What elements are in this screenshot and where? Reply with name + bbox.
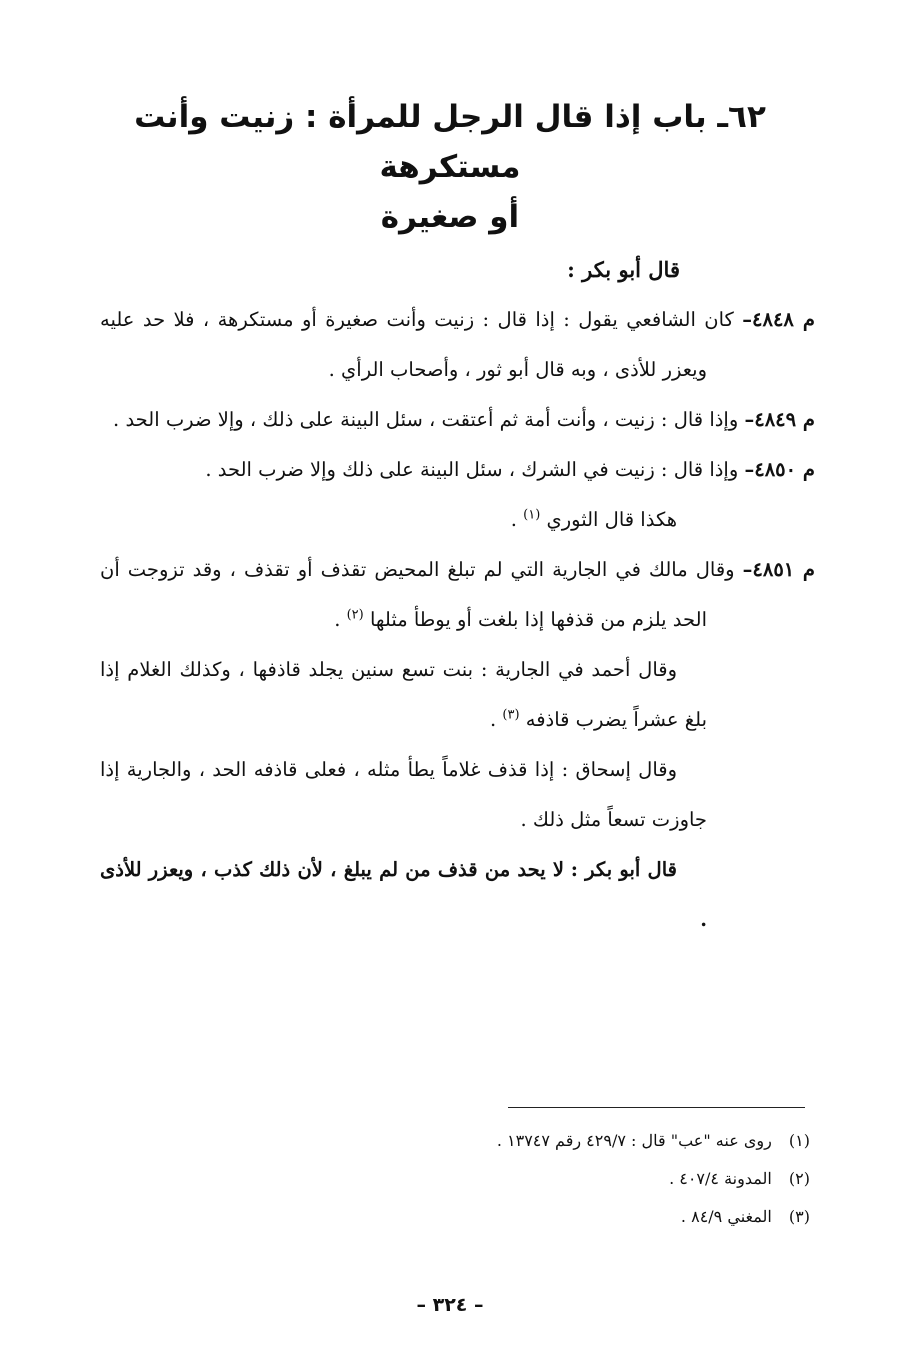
page-number: – ٣٢٤ – [416, 1294, 484, 1316]
footnote-text: المدونة ٤٠٧/٤ . [669, 1169, 772, 1188]
footnotes [150, 1122, 810, 1236]
footnote-2 [150, 1160, 810, 1198]
chapter-title-line-2: أو صغيرة [380, 199, 520, 235]
entry-number: م ٤٨٤٨– [742, 308, 815, 331]
thawri-end: . [510, 508, 517, 531]
ahmad-paragraph [100, 645, 815, 745]
entry-text: كان الشافعي يقول : إذا قال : زنيت وأنت صغيرة أو مستكرهة ، فلا حد عليه ويعزر للأذى ، وبه قال أبو ثور ، وأصحاب الرأي . [100, 308, 734, 381]
footnote-ref-3: (٣) [502, 707, 520, 723]
footnote-ref-2: (٢) [346, 607, 364, 623]
entry-text: وقال مالك في الجارية التي لم تبلغ المحيض تقذف أو تقذف ، وقد تزوجت أن الحد يلزم من قذفها إذا بلغت أو يوطأ مثلها [100, 558, 735, 631]
entry-4851 [100, 545, 815, 645]
entry-4849 [100, 395, 815, 445]
ahmad-end: . [490, 708, 497, 731]
footnote-number: (٢) [788, 1169, 810, 1188]
conclusion-paragraph [100, 845, 815, 945]
footnote-1 [150, 1122, 810, 1160]
footnote-number: (٣) [788, 1207, 810, 1226]
chapter-title [110, 92, 790, 242]
ahmad-text: وقال أحمد في الجارية : بنت تسع سنين يجلد قاذفها ، وكذلك الغلام إذا بلغ عشراً يضرب قاذفه [100, 658, 707, 731]
entry-text: وإذا قال : زنيت ، وأنت أمة ثم أعتقت ، سئل البينة على ذلك ، وإلا ضرب الحد . [113, 408, 739, 431]
footnote-number: (١) [788, 1131, 810, 1150]
entry-text: وإذا قال : زنيت في الشرك ، سئل البينة على ذلك وإلا ضرب الحد . [205, 458, 739, 481]
chapter-title-line-1: ٦٢ـ باب إذا قال الرجل للمرأة : زنيت وأنت مستكرهة [134, 99, 766, 185]
footnote-3 [150, 1198, 810, 1236]
footnote-text: روى عنه "عب" قال : ٤٢٩/٧ رقم ١٣٧٤٧ . [496, 1131, 772, 1150]
entry-4850 [100, 445, 815, 495]
lead-line: قال أبو بكر : [567, 257, 680, 282]
entry-number: م ٤٨٥١– [742, 558, 815, 581]
entry-end: . [334, 608, 341, 631]
entry-number: م ٤٨٥٠– [744, 458, 815, 481]
footnote-ref-1: (١) [523, 507, 541, 523]
footnote-text: المغني ٨٤/٩ . [680, 1207, 772, 1226]
conclusion-text: لا يحد من قذف من لم يبلغ ، لأن ذلك كذب ، ويعزر للأذى . [100, 858, 707, 931]
conclusion-lead: قال أبو بكر : [570, 858, 677, 881]
thawri-line [100, 495, 815, 545]
footnote-separator [508, 1107, 805, 1108]
thawri-text: هكذا قال الثوري [546, 508, 677, 531]
ishaq-paragraph [100, 745, 815, 845]
ishaq-text: وقال إسحاق : إذا قذف غلاماً يطأ مثله ، فعلى قاذفه الحد ، والجارية إذا جاوزت تسعاً مثل ذلك . [100, 758, 707, 831]
entry-number: م ٤٨٤٩– [744, 408, 815, 431]
main-text [100, 245, 815, 945]
entry-4848 [100, 295, 815, 395]
